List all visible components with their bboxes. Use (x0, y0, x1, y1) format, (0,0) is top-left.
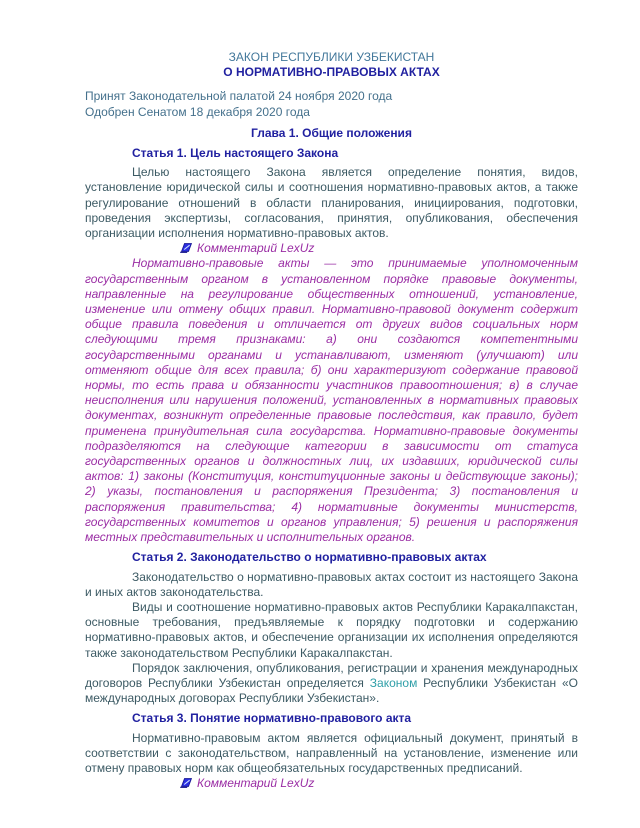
comment-2-label-row (85, 776, 578, 791)
lexuz-comment-icon (132, 776, 192, 791)
article-2-paragraph-2: Виды и соотношение нормативно-правовых актов Республики Каракалпакстан, основные требования, предъявляемые к порядку подготовки и содержанию нормативно-правовых актов, и обеспечение организации их исполнения определяются также законодательством Республики Каракалпакстан. (85, 599, 578, 660)
paragraph-text: Республики Узбекистан «О международных договорах Республики Узбекистан». (85, 675, 578, 706)
adopted-line: Принят Законодательной палатой 24 ноября 2020 года (85, 89, 393, 104)
approved-line: Одобрен Сенатом 18 декабря 2020 года (85, 104, 310, 119)
adoption-meta (85, 89, 578, 119)
document-title-line1: ЗАКОН РЕСПУБЛИКИ УЗБЕКИСТАН (228, 50, 435, 64)
comment-2-label: Комментарий LexUz (197, 776, 315, 791)
comment-1-text: Нормативно-правовые акты — это принимаемые уполномоченным государственным органом в установленном порядке правовые документы, направленные на регулирование общественных отношений, установление, изменение или отмену общих правил. Нормативно-правовой документ содержит общие правила поведения и отличается от других видов социальных норм следующими тремя признаками: а) они создаются компетентными государственными органами и устанавливают, изменяют (улучшают) или отменяют общие для всех правила; б) они характеризуют содержание правовой нормы, то есть права и обязанности участников правоотношения; в) в случае неисполнения или нарушения положений, установленных в нормативных правовых документах, возникнут определенные правовые последствия, как правило, будет применена принудительная сила государства. Нормативно-правовые документы подразделяются на следующие категории в зависимости от статуса государственных органов и должностных лиц, их издавших, юридической силы актов: 1) законы (Конституция, конституционные законы и действующие законы); 2) указы, постановления и распоряжения Президента; 3) постановления и распоряжения правительства; 4) нормативные документы министерств, государственных комитетов и органов управления; 5) решения и распоряжения местных представительных и исполнительных органов. (85, 256, 578, 545)
document-title (85, 50, 578, 80)
article-2-heading: Статья 2. Законодательство о нормативно-правовых актах (132, 550, 487, 565)
article-2-paragraph-1: Законодательство о нормативно-правовых актах состоит из настоящего Закона и иных актов законодательства. (85, 569, 578, 599)
law-link[interactable]: Законом (369, 675, 418, 690)
article-2-paragraph-3 (85, 661, 578, 707)
document-title-line2: О НОРМАТИВНО-ПРАВОВЫХ АКТАХ (223, 65, 440, 80)
article-1-paragraph: Целью настоящего Закона является определение понятия, видов, установление юридической силы и соотношения нормативно-правовых актов, а также регулирование отношений в области планирования, инициирования, подготовки, проведения экспертизы, согласования, принятия, опубликования, обеспечения организации исполнения нормативно-правовых актов. (85, 165, 578, 241)
article-3-heading: Статья 3. Понятие нормативно-правового акта (132, 711, 412, 726)
comment-1-label: Комментарий LexUz (197, 241, 315, 256)
chapter-1-heading: Глава 1. Общие положения (251, 125, 412, 140)
paragraph-text: Порядок заключения, опубликования, регистрации и хранения международных договоров Республики Узбекистан определяется (85, 660, 578, 690)
comment-1-label-row (85, 241, 578, 256)
article-3-paragraph: Нормативно-правовым актом является официальный документ, принятый в соответствии с законодательством, направленный на установление, изменение или отмену правовых норм как общеобязательных государственных предписаний. (85, 730, 578, 775)
article-1-heading: Статья 1. Цель настоящего Закона (132, 146, 339, 161)
lexuz-comment-icon (132, 241, 192, 256)
